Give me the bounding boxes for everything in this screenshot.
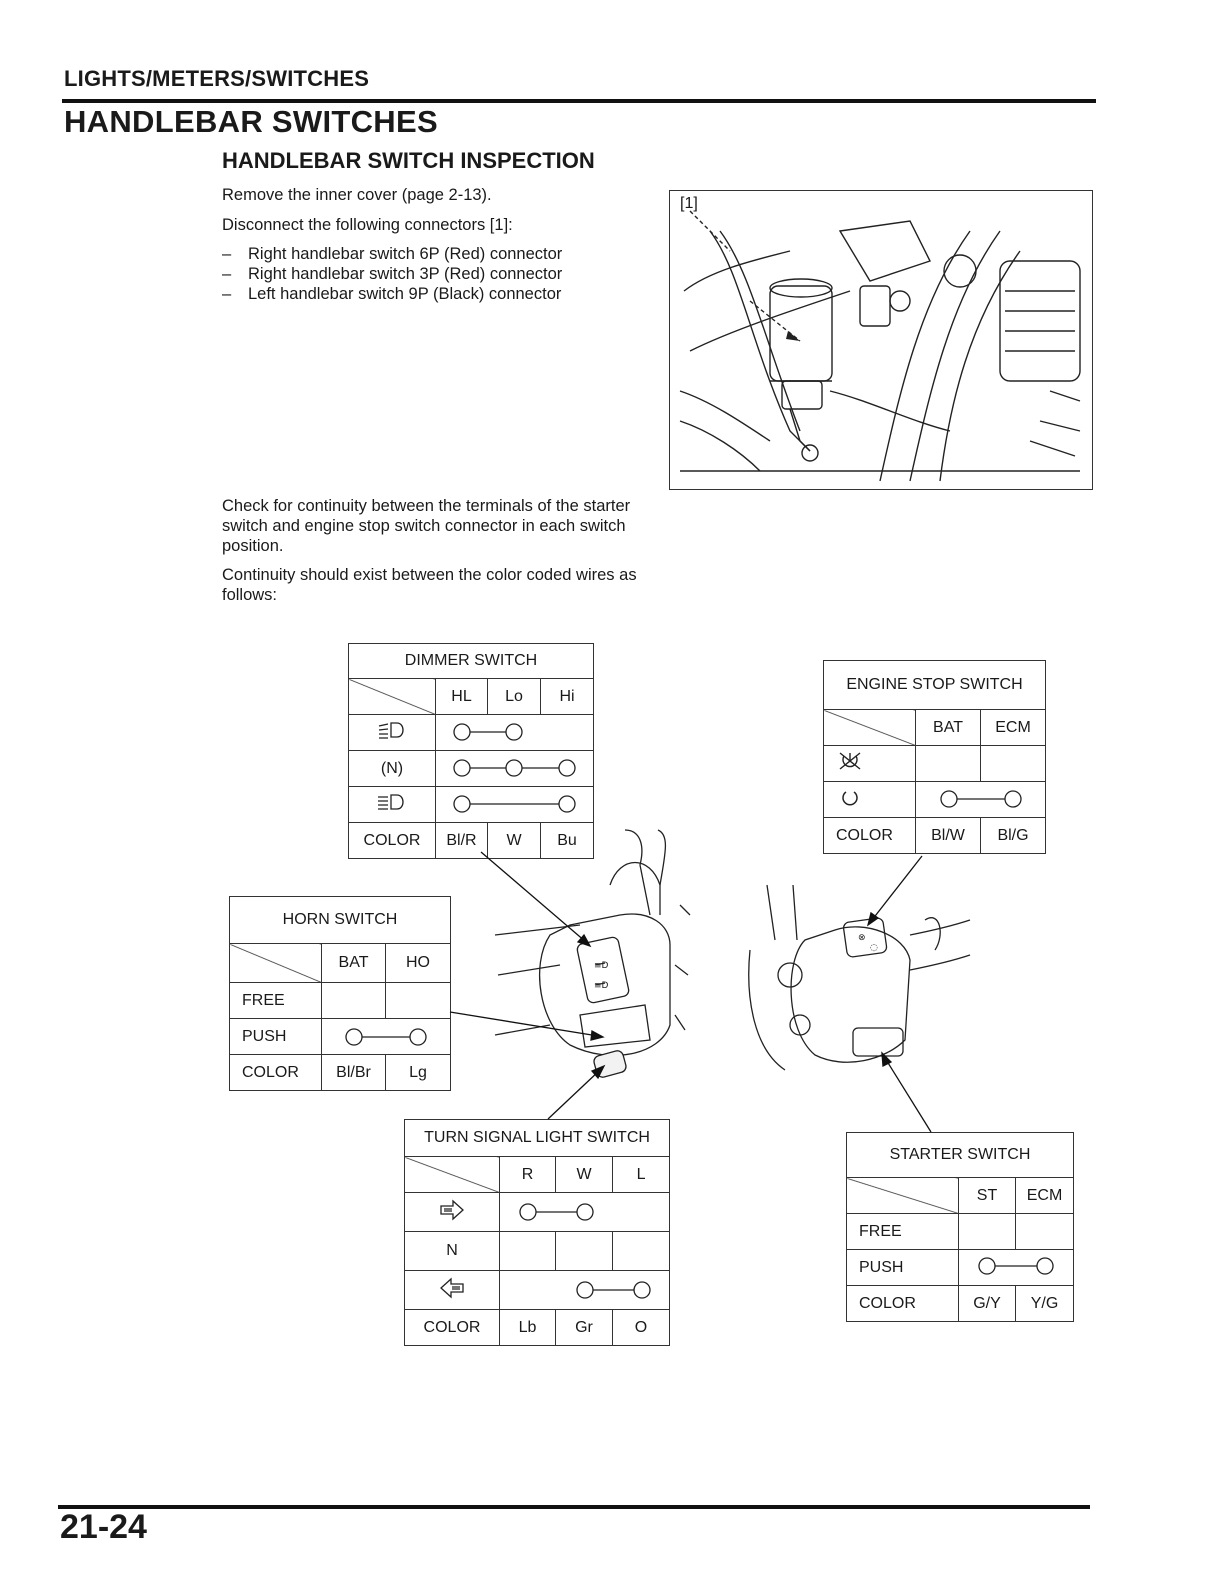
- wire-color: G/Y: [959, 1286, 1016, 1322]
- header-rule: [62, 99, 1096, 103]
- high-beam-icon: [349, 787, 436, 823]
- page-title: HANDLEBAR SWITCHES: [64, 104, 438, 139]
- section-header: LIGHTS/METERS/SWITCHES: [64, 66, 370, 91]
- turn-continuity-left: [500, 1271, 670, 1310]
- table-title: ENGINE STOP SWITCH: [824, 661, 1046, 710]
- engine-stop-switch-table: [823, 660, 1046, 854]
- connector-list: [222, 244, 562, 304]
- starter-continuity-push: [959, 1250, 1074, 1286]
- table-title: HORN SWITCH: [230, 897, 451, 944]
- dimmer-continuity-low: [436, 715, 594, 751]
- list-item: – Left handlebar switch 9P (Black) connector: [222, 284, 562, 304]
- engine-stop-continuity-run: [916, 782, 1046, 818]
- wire-color: Bl/Br: [322, 1055, 386, 1091]
- column-header: BAT: [322, 944, 386, 983]
- wire-color: W: [488, 823, 541, 859]
- column-header: Hi: [541, 679, 594, 715]
- engine-run-icon: [824, 782, 916, 818]
- column-header: ST: [959, 1178, 1016, 1214]
- column-header: HO: [386, 944, 451, 983]
- starter-switch-table: [846, 1132, 1074, 1322]
- right-handlebar-switch-drawing: [745, 880, 975, 1080]
- wire-color: Gr: [556, 1310, 613, 1346]
- dimmer-symbol: ≡D: [594, 981, 609, 991]
- color-label: COLOR: [405, 1310, 500, 1346]
- low-beam-icon: [349, 715, 436, 751]
- header-diagonal: [405, 1157, 500, 1193]
- color-label: COLOR: [349, 823, 436, 859]
- continuity-instruction: Continuity should exist between the color coded wires as follows:: [222, 566, 637, 604]
- wire-color: Bl/G: [981, 818, 1046, 854]
- wire-color: Bl/W: [916, 818, 981, 854]
- row-label-free: FREE: [847, 1214, 959, 1250]
- engine-off-icon: [824, 746, 916, 782]
- header-diagonal: [349, 679, 436, 715]
- column-header: ECM: [1016, 1178, 1074, 1214]
- row-label-push: PUSH: [230, 1019, 322, 1055]
- step-disconnect: Disconnect the following connectors [1]:: [222, 216, 513, 234]
- table-title: DIMMER SWITCH: [349, 644, 594, 679]
- wire-color: Lb: [500, 1310, 556, 1346]
- wire-color: Bu: [541, 823, 594, 859]
- dimmer-continuity-neutral: [436, 751, 594, 787]
- right-arrow-icon: [405, 1193, 500, 1232]
- list-item: – Right handlebar switch 3P (Red) connector: [222, 264, 562, 284]
- row-label-free: FREE: [230, 983, 322, 1019]
- column-header: L: [613, 1157, 670, 1193]
- row-label-neutral: N: [405, 1232, 500, 1271]
- dimmer-continuity-high: [436, 787, 594, 823]
- horn-continuity-push: [322, 1019, 451, 1055]
- table-title: TURN SIGNAL LIGHT SWITCH: [405, 1120, 670, 1157]
- column-header: ECM: [981, 710, 1046, 746]
- svg-text:⊗: ⊗: [858, 933, 866, 943]
- color-label: COLOR: [824, 818, 916, 854]
- section-subtitle: HANDLEBAR SWITCH INSPECTION: [222, 148, 595, 173]
- horn-switch-table: [229, 896, 451, 1091]
- connector-illustration: [669, 190, 1093, 490]
- turn-continuity-right: [500, 1193, 670, 1232]
- header-diagonal: [847, 1178, 959, 1214]
- connector-drawing: [670, 191, 1092, 489]
- wire-color: Y/G: [1016, 1286, 1074, 1322]
- column-header: HL: [436, 679, 488, 715]
- dimmer-symbol: ≡D: [594, 961, 609, 971]
- wire-color: O: [613, 1310, 670, 1346]
- connector-callout: [1]: [680, 195, 698, 212]
- page-number: 21-24: [60, 1508, 147, 1546]
- row-label-push: PUSH: [847, 1250, 959, 1286]
- column-header: BAT: [916, 710, 981, 746]
- header-diagonal: [230, 944, 322, 983]
- column-header: W: [556, 1157, 613, 1193]
- color-label: COLOR: [847, 1286, 959, 1322]
- step-remove-cover: Remove the inner cover (page 2-13).: [222, 186, 492, 204]
- footer-rule: [58, 1505, 1090, 1509]
- left-arrow-icon: [405, 1271, 500, 1310]
- left-handlebar-switch-drawing: [470, 825, 710, 1115]
- row-label-neutral: (N): [349, 751, 436, 787]
- column-header: R: [500, 1157, 556, 1193]
- table-title: STARTER SWITCH: [847, 1133, 1074, 1178]
- svg-text:◌: ◌: [870, 943, 878, 953]
- column-header: Lo: [488, 679, 541, 715]
- wire-color: Bl/R: [436, 823, 488, 859]
- check-instruction: Check for continuity between the terminals of the starter switch and engine stop switch connector in each switch position.: [222, 497, 631, 555]
- color-label: COLOR: [230, 1055, 322, 1091]
- header-diagonal: [824, 710, 916, 746]
- wire-color: Lg: [386, 1055, 451, 1091]
- turn-signal-switch-table: [404, 1119, 670, 1346]
- list-item: – Right handlebar switch 6P (Red) connector: [222, 244, 562, 264]
